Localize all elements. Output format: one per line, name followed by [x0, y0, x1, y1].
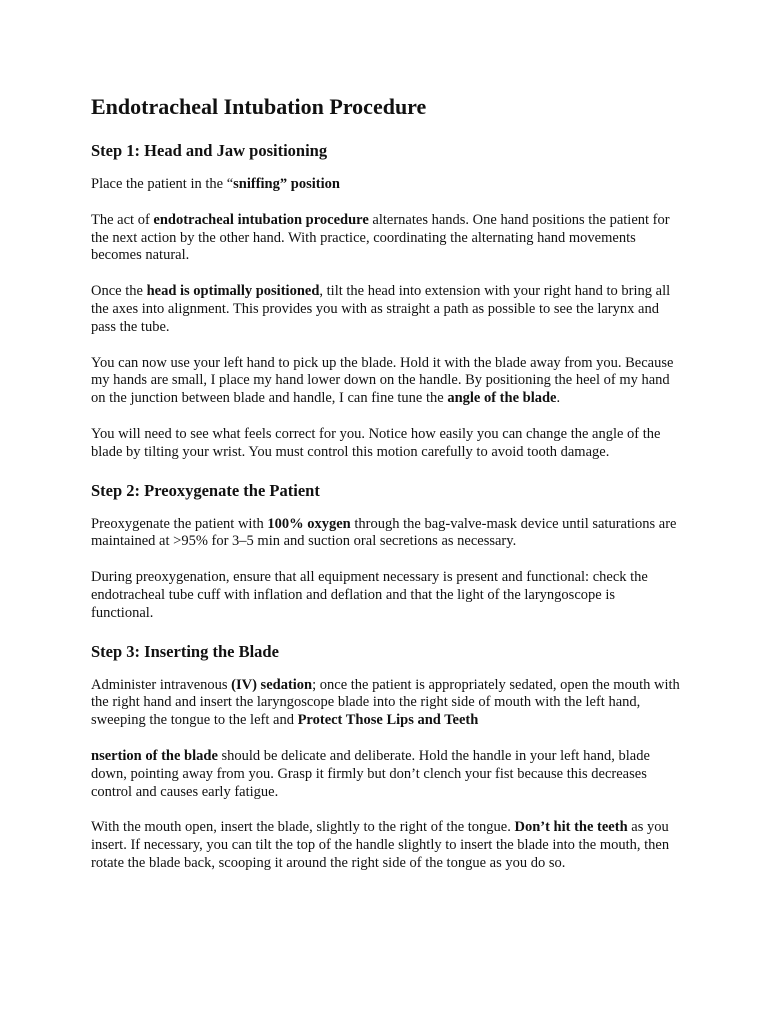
paragraph: You can now use your left hand to pick up the blade. Hold it with the blade away from you. Because my hands are small, I place my hand lower down on the handle. By positioning the heel of my hand on the junction between blade and handle, I can fine tune the angle of the blade. — [91, 354, 674, 407]
paragraph: You will need to see what feels correct for you. Notice how easily you can change the angle of the blade by tilting your wrist. You must control this motion carefully to avoid tooth damage. — [91, 425, 661, 460]
paragraph: With the mouth open, insert the blade, slightly to the right of the tongue. Don’t hit the teeth as you insert. If necessary, you can tilt the top of the handle slightly to insert the blade into the mouth, then rotate the blade back, scooping it around the right side of the tongue as you do so. — [91, 819, 670, 871]
paragraph: During preoxygenation, ensure that all equipment necessary is present and functional: check the endotracheal tube cuff with inflation and deflation and that the light of the laryngoscope is functional. — [91, 569, 648, 621]
paragraph: The act of endotracheal intubation procedure alternates hands. One hand positions the patient for the next action by the other hand. With practice, coordinating the alternating hand movements becomes natural. — [91, 211, 670, 264]
paragraph: Once the head is optimally positioned, tilt the head into extension with your right hand to bring all the axes into alignment. This provides you with as straight a path as possible to see the larynx and pass the tube. — [91, 283, 671, 335]
section-heading-step-2: Step 2: Preoxygenate the Patient — [91, 480, 320, 500]
paragraph: Preoxygenate the patient with 100% oxygen through the bag-valve-mask device until saturations are maintained at >95% for 3–5 min and suction oral secretions as necessary. — [91, 515, 677, 550]
section-heading-step-1: Step 1: Head and Jaw positioning — [91, 141, 328, 160]
paragraph: Administer intravenous (IV) sedation; once the patient is appropriately sedated, open the mouth with the right hand and insert the laryngoscope blade into the right side of mouth with the left hand, sweeping the tongue to the left and Protect Those Lips and Teeth — [91, 676, 680, 729]
document-page — [91, 92, 681, 891]
paragraph: nsertion of the blade should be delicate and deliberate. Hold the handle in your left hand, blade down, pointing away from you. Grasp it firmly but don’t clench your fist because this decreases control and causes early fatigue. — [91, 747, 650, 800]
section-heading-step-3: Step 3: Inserting the Blade — [91, 641, 279, 661]
document-title: Endotracheal Intubation Procedure — [91, 94, 427, 119]
paragraph: Place the patient in the “sniffing” position — [91, 176, 340, 192]
